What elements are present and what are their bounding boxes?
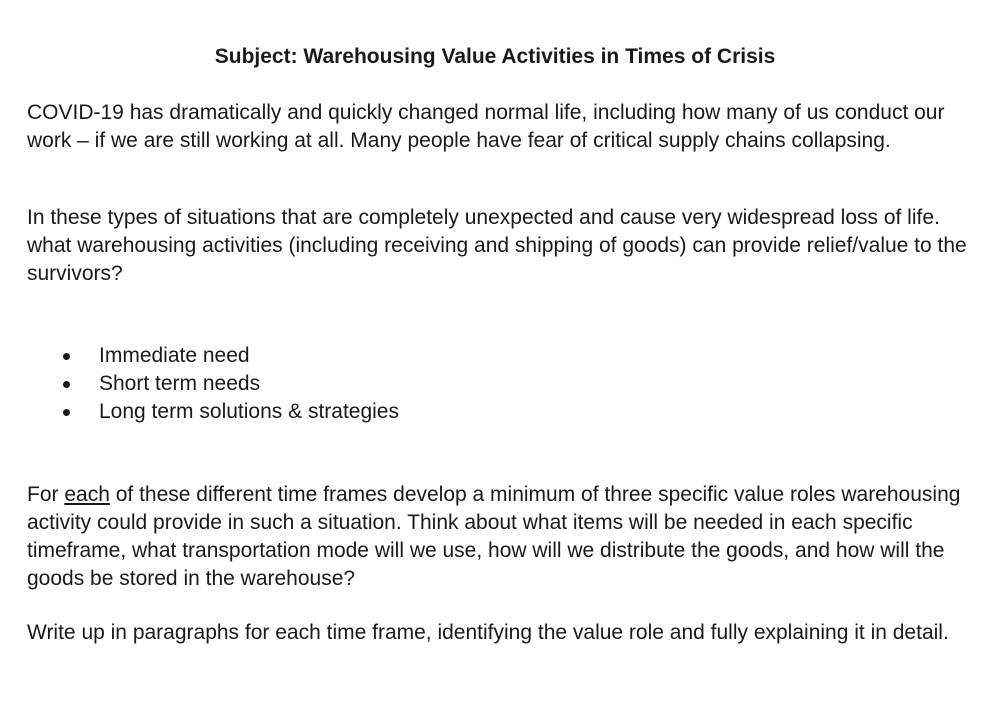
timeframe-list [27, 342, 399, 426]
underlined-word: each [64, 483, 110, 506]
list-item [27, 398, 399, 426]
writeup-paragraph: Write up in paragraphs for each time frame, identifying the value role and fully explaining it in detail. [27, 621, 949, 644]
question-paragraph: In these types of situations that are completely unexpected and cause very widespread loss of life. what warehousing activities (including receiving and shipping of goods) can provide relief/value to the survivors? [27, 206, 967, 285]
bullet-icon [63, 353, 70, 360]
bullet-icon [63, 381, 70, 388]
instructions-text-rest: of these different time frames develop a minimum of three specific value roles warehousing activity could provide in such a situation. Think about what items will be needed in each specific timeframe, what transportation mode will we use, how will we distribute the goods, and how will the goods be stored in the warehouse? [27, 483, 961, 590]
list-item-label: Long term solutions & strategies [99, 400, 399, 423]
list-item-label: Immediate need [99, 344, 250, 367]
intro-paragraph: COVID-19 has dramatically and quickly changed normal life, including how many of us conduct our work – if we are still working at all. Many people have fear of critical supply chains collapsing. [27, 101, 945, 152]
document-title: Subject: Warehousing Value Activities in Times of Crisis [214, 45, 776, 68]
list-item [27, 342, 399, 370]
bullet-icon [63, 409, 70, 416]
instructions-text-start: For [27, 483, 65, 506]
instructions-paragraph [27, 481, 967, 593]
list-item-label: Short term needs [99, 372, 261, 395]
list-item [27, 370, 399, 398]
